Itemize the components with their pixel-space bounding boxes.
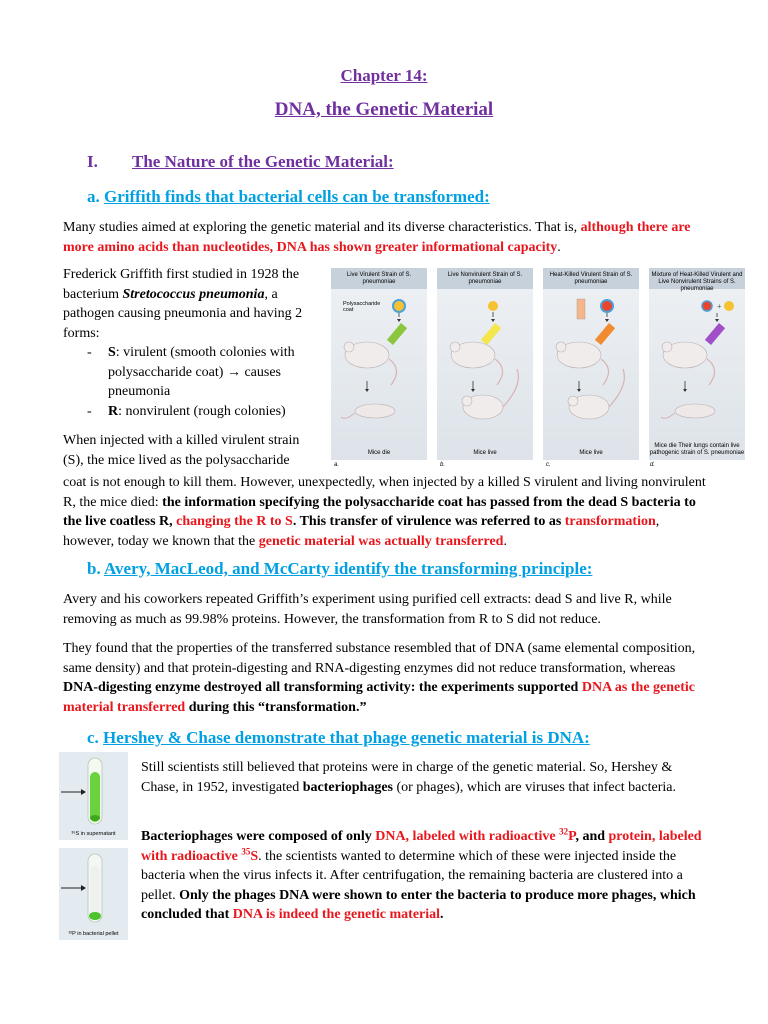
- panel-letter: b.: [440, 462, 446, 468]
- subsection-letter: a.: [87, 187, 100, 206]
- highlight-text: S: [250, 848, 259, 864]
- panel-result-label: Mice die Their lungs contain live pathogenic strain of S. pneumoniae: [649, 443, 745, 456]
- isotope-mass: 35: [241, 845, 251, 856]
- paragraph-injection-start: When injected with a killed virulent strain (S), the mice lived as the polysaccharide: [63, 433, 300, 468]
- highlight-text: protein, labeled with radioactive: [141, 829, 702, 864]
- tube-caption: ³⁵S in supernatant: [71, 831, 116, 837]
- bold-text: Only the phages DNA were shown to enter the bacteria to produce more phages, which concluded that: [141, 887, 696, 922]
- species-name: Stretococcus pneumonia: [122, 286, 265, 302]
- forms-list: [63, 343, 328, 421]
- panel-letter: a.: [334, 462, 340, 468]
- figure-panel-a: [331, 268, 427, 460]
- paragraph-avery: Avery and his coworkers repeated Griffith’s experiment using purified cell extracts: dead S and live R, while removing as much as 99.98% proteins. However, the transformation from R to S did not reduce.: [63, 592, 672, 627]
- mouse-injection-illustration: [543, 289, 639, 449]
- section-number: I.: [87, 152, 98, 171]
- subsection-letter: b.: [87, 559, 101, 578]
- dash: -: [87, 403, 92, 419]
- arrow-icon: →: [226, 364, 241, 380]
- subsection-title: Griffith finds that bacterial cells can be transformed:: [104, 187, 490, 206]
- mouse-injection-illustration: [649, 289, 745, 449]
- paragraph-avery-findings: [63, 639, 713, 717]
- section-title: The Nature of the Genetic Material:: [132, 152, 394, 171]
- bold-text: Bacteriophages were composed of only: [141, 829, 376, 844]
- highlight-text: P: [568, 829, 576, 844]
- text: Still scientists still believed that proteins were in charge of the genetic material. So, Hershey & Chase, in 1952, investigated: [141, 760, 673, 795]
- text: , a pathogen causing pneumonia and having 2 forms:: [63, 286, 303, 341]
- subsection-c-heading: [87, 728, 590, 748]
- panel-result-label: Mice die: [367, 450, 391, 456]
- subsection-a-heading: [87, 187, 490, 207]
- text: : virulent (smooth colonies with polysaccharide coat): [108, 345, 295, 380]
- form-key: S: [108, 345, 116, 360]
- panel-letter: c.: [546, 462, 551, 468]
- subsection-title: Hershey & Chase demonstrate that phage genetic material is DNA:: [103, 728, 590, 747]
- figure-panel-c: [543, 268, 639, 460]
- panel-header: Live Virulent Strain of S. pneumoniae: [331, 268, 427, 289]
- highlight-text: DNA, labeled with radioactive: [375, 829, 560, 844]
- griffith-text-column: [63, 265, 328, 470]
- bold-text: , and: [575, 829, 609, 844]
- bold-text: . This transfer of virulence was referred to as: [292, 514, 565, 529]
- dash: -: [87, 345, 92, 360]
- text: : nonvirulent (rough colonies): [118, 403, 286, 419]
- text: . the scientists wanted to determine which of these were injected inside the bacteria when the virus infects it. After centrifugation, the remaining bacteria are clustered into a pellet.: [141, 848, 683, 903]
- subsection-letter: c.: [87, 728, 99, 747]
- paragraph-griffith: [63, 265, 328, 343]
- text: (or phages), which are viruses that infect bacteria.: [392, 779, 676, 795]
- isotope-mass: 32: [559, 826, 569, 837]
- form-key: R: [108, 403, 119, 419]
- test-tube-illustration: [59, 752, 128, 830]
- text: Frederick Griffith first studied in 1928 the bacterium: [63, 267, 300, 302]
- subsection-b-heading: [87, 559, 592, 579]
- text: causes pneumonia: [108, 364, 281, 399]
- bold-text: DNA-digesting enzyme destroyed all transforming activity: the experiments supported: [63, 680, 582, 695]
- text: .: [557, 239, 561, 255]
- list-item: [63, 343, 328, 402]
- panel-header: Mixture of Heat-Killed Virulent and Live Nonvirulent Strains of S. pneumoniae: [649, 268, 745, 289]
- mouse-injection-illustration: [437, 289, 533, 449]
- highlight-text: DNA is indeed the genetic material: [232, 907, 441, 922]
- paragraph-intro: [63, 218, 713, 257]
- bold-text: .: [440, 907, 444, 922]
- section-heading: [0, 152, 768, 174]
- svg-text:+: +: [717, 302, 722, 311]
- highlight-text: genetic material was actually transferred: [258, 533, 504, 549]
- highlight-text: DNA as the genetic material transferred: [63, 680, 696, 715]
- panel-result-label: Mice live: [579, 450, 603, 456]
- text: coat is not enough to kill them. However, unexpectedly, when injected by a killed S virulent and living nonvirulent R, the mice died:: [63, 475, 706, 510]
- highlight-text: transformation: [564, 514, 656, 529]
- page-title: DNA, the Genetic Material: [274, 99, 494, 120]
- figure-panel-d: [649, 268, 745, 460]
- paragraph-bacteriophage-composition: [141, 827, 713, 925]
- text: , however, today we known that the: [63, 514, 660, 549]
- highlight-text: although there are more amino acids than nucleotides, DNA has shown greater informational capacity: [63, 220, 691, 255]
- text: .: [503, 533, 507, 549]
- chapter-heading: Chapter 14:: [340, 66, 428, 85]
- test-tube-illustration: [59, 848, 128, 928]
- panel-header: Live Nonvirulent Strain of S. pneumoniae: [437, 268, 533, 289]
- coat-label: Polysaccharide coat: [343, 301, 381, 313]
- text: Many studies aimed at exploring the genetic material and its diverse characteristics. That is,: [63, 220, 581, 235]
- list-item: [63, 402, 328, 422]
- tube-caption: ³²P in bacterial pellet: [68, 931, 119, 937]
- panel-letter: d.: [650, 462, 656, 468]
- subsection-title: Avery, MacLeod, and McCarty identify the transforming principle:: [104, 559, 593, 578]
- panel-result-label: Mice live: [473, 450, 497, 456]
- bold-text: the information specifying the polysaccharide coat has passed from the dead S bacteria to the live coatless R,: [63, 494, 696, 529]
- highlight-text: changing the R to S: [176, 514, 293, 529]
- bold-text: bacteriophages: [302, 779, 393, 795]
- paragraph-transformation: [63, 473, 713, 551]
- paragraph-hershey-chase: [141, 758, 713, 797]
- figure-panel-b: [437, 268, 533, 460]
- mouse-injection-illustration: [331, 289, 427, 449]
- panel-header: Heat-Killed Virulent Strain of S. pneumoniae: [543, 268, 639, 289]
- supernatant-tube-figure: [59, 752, 128, 840]
- pellet-tube-figure: [59, 848, 128, 940]
- text: They found that the properties of the transferred substance resembled that of DNA (same elemental composition, same density) and that protein-digesting and RNA-digesting enzymes did not reduce transformation, whereas: [63, 641, 696, 676]
- bold-text: during this “transformation.”: [185, 699, 367, 715]
